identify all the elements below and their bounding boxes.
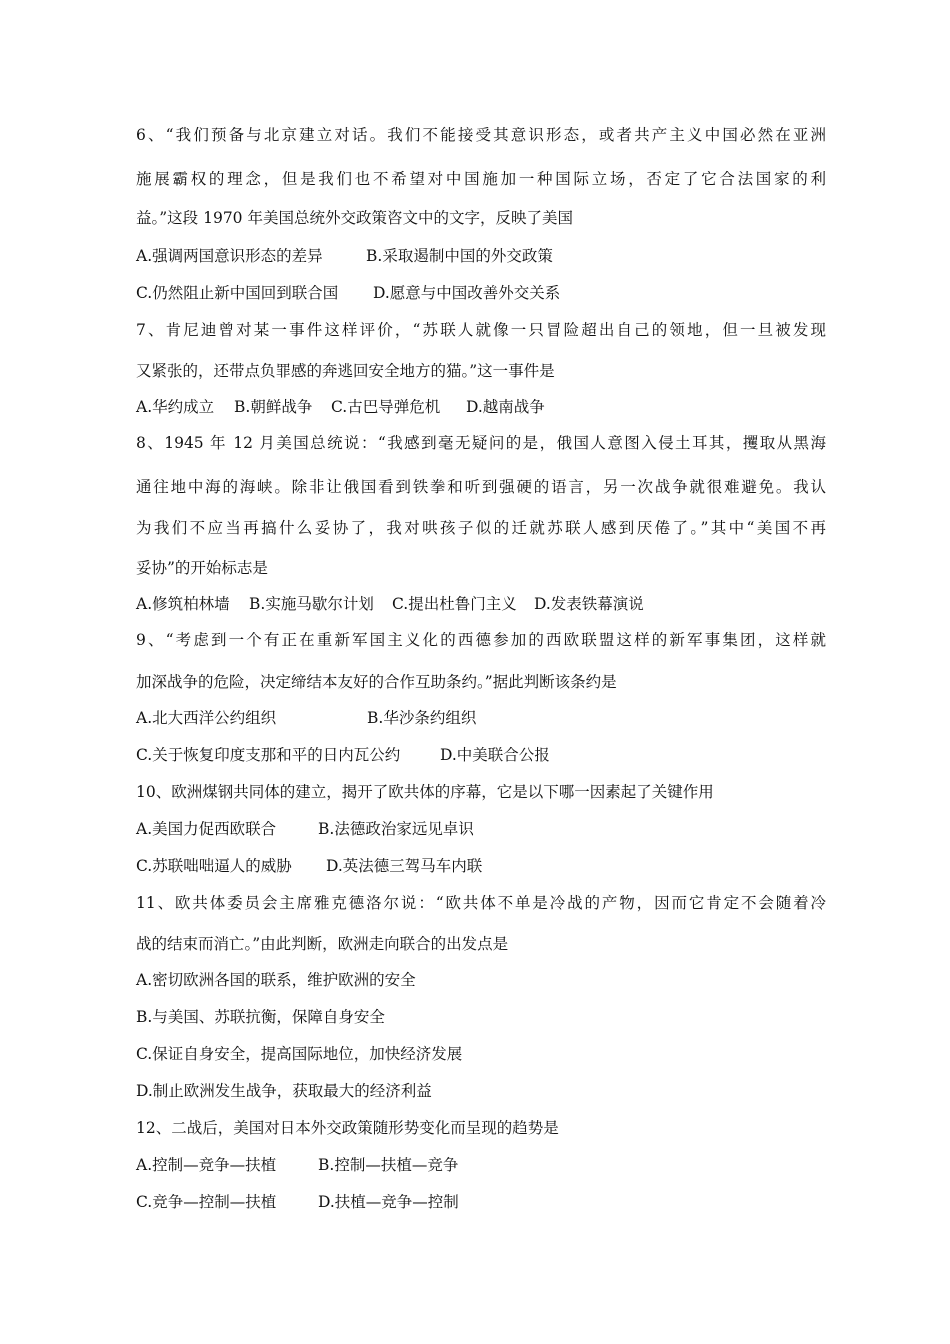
q8-option-c: C.提出杜鲁门主义 xyxy=(392,595,517,613)
q7-option-d: D.越南战争 xyxy=(466,398,545,416)
q6-stem-line-3: 益。”这段 1970 年美国总统外交政策咨文中的文字，反映了美国 xyxy=(136,209,573,227)
q10-option-d: D.英法德三驾马车内联 xyxy=(326,857,483,875)
q6-option-c: C.仍然阻止新中国回到联合国 xyxy=(136,284,339,302)
q8-stem-line-3: 为我们不应当再搞什么妥协了，我对哄孩子似的迁就苏联人感到厌倦了。”其中“美国不再 xyxy=(136,519,826,537)
q6-stem-line-2: 施展霸权的理念，但是我们也不希望对中国施加一种国际立场，否定了它合法国家的利 xyxy=(136,170,826,188)
q6-option-d: D.愿意与中国改善外交关系 xyxy=(373,284,561,302)
q7-option-a: A.华约成立 xyxy=(136,398,215,416)
q10-option-b: B.法德政治家远见卓识 xyxy=(318,820,474,838)
q11-stem-line-2: 战的结束而消亡。”由此判断，欧洲走向联合的出发点是 xyxy=(136,935,509,953)
q9-option-c: C.关于恢复印度支那和平的日内瓦公约 xyxy=(136,746,401,764)
q8-stem-line-4: 妥协”的开始标志是 xyxy=(136,559,268,577)
q12-option-d: D.扶植—竞争—控制 xyxy=(318,1193,459,1211)
q11-option-a: A.密切欧洲各国的联系，维护欧洲的安全 xyxy=(136,971,416,989)
q8-stem-line-1: 8、1945 年 12 月美国总统说：“我感到毫无疑问的是，俄国人意图入侵土耳其，攫取从黑海 xyxy=(136,434,826,452)
q10-stem-line-1: 10、欧洲煤钢共同体的建立，揭开了欧共体的序幕，它是以下哪一因素起了关键作用 xyxy=(136,783,714,801)
q11-option-b: B.与美国、苏联抗衡，保障自身安全 xyxy=(136,1008,385,1026)
q12-option-b: B.控制—扶植—竞争 xyxy=(318,1156,459,1174)
q6-option-b: B.采取遏制中国的外交政策 xyxy=(366,247,553,265)
q9-option-a: A.北大西洋公约组织 xyxy=(136,709,277,727)
q12-option-c: C.竞争—控制—扶植 xyxy=(136,1193,277,1211)
q6-stem-line-1: 6、“我们预备与北京建立对话。我们不能接受其意识形态，或者共产主义中国必然在亚洲 xyxy=(136,126,826,144)
q8-stem-line-2: 通往地中海的海峡。除非让俄国看到铁拳和听到强硬的语言，另一次战争就很难避免。我认 xyxy=(136,478,826,496)
q8-option-d: D.发表铁幕演说 xyxy=(534,595,644,613)
q12-option-a: A.控制—竞争—扶植 xyxy=(136,1156,277,1174)
q8-option-a: A.修筑柏林墙 xyxy=(136,595,230,613)
q10-option-c: C.苏联咄咄逼人的威胁 xyxy=(136,857,292,875)
q11-stem-line-1: 11、欧共体委员会主席雅克德洛尔说：“欧共体不单是冷战的产物，因而它肯定不会随着冷 xyxy=(136,894,826,912)
q7-stem-line-2: 又紧张的，还带点负罪感的奔逃回安全地方的猫。”这一事件是 xyxy=(136,362,555,380)
q9-option-d: D.中美联合公报 xyxy=(440,746,550,764)
q11-option-c: C.保证自身安全，提高国际地位，加快经济发展 xyxy=(136,1045,463,1063)
q8-option-b: B.实施马歇尔计划 xyxy=(249,595,374,613)
q10-option-a: A.美国力促西欧联合 xyxy=(136,820,277,838)
q11-option-d: D.制止欧洲发生战争，获取最大的经济利益 xyxy=(136,1082,432,1100)
q12-stem-line-1: 12、二战后，美国对日本外交政策随形势变化而呈现的趋势是 xyxy=(136,1119,559,1137)
q9-stem-line-2: 加深战争的危险，决定缔结本友好的合作互助条约。”据此判断该条约是 xyxy=(136,673,617,691)
q9-stem-line-1: 9、“考虑到一个有正在重新军国主义化的西德参加的西欧联盟这样的新军事集团，这样就 xyxy=(136,631,826,649)
q7-stem-line-1: 7、肯尼迪曾对某一事件这样评价，“苏联人就像一只冒险超出自己的领地，但一旦被发现 xyxy=(136,321,826,339)
q7-option-b: B.朝鲜战争 xyxy=(234,398,313,416)
q6-option-a: A.强调两国意识形态的差异 xyxy=(136,247,323,265)
q9-option-b: B.华沙条约组织 xyxy=(367,709,477,727)
q7-option-c: C.古巴导弹危机 xyxy=(331,398,441,416)
